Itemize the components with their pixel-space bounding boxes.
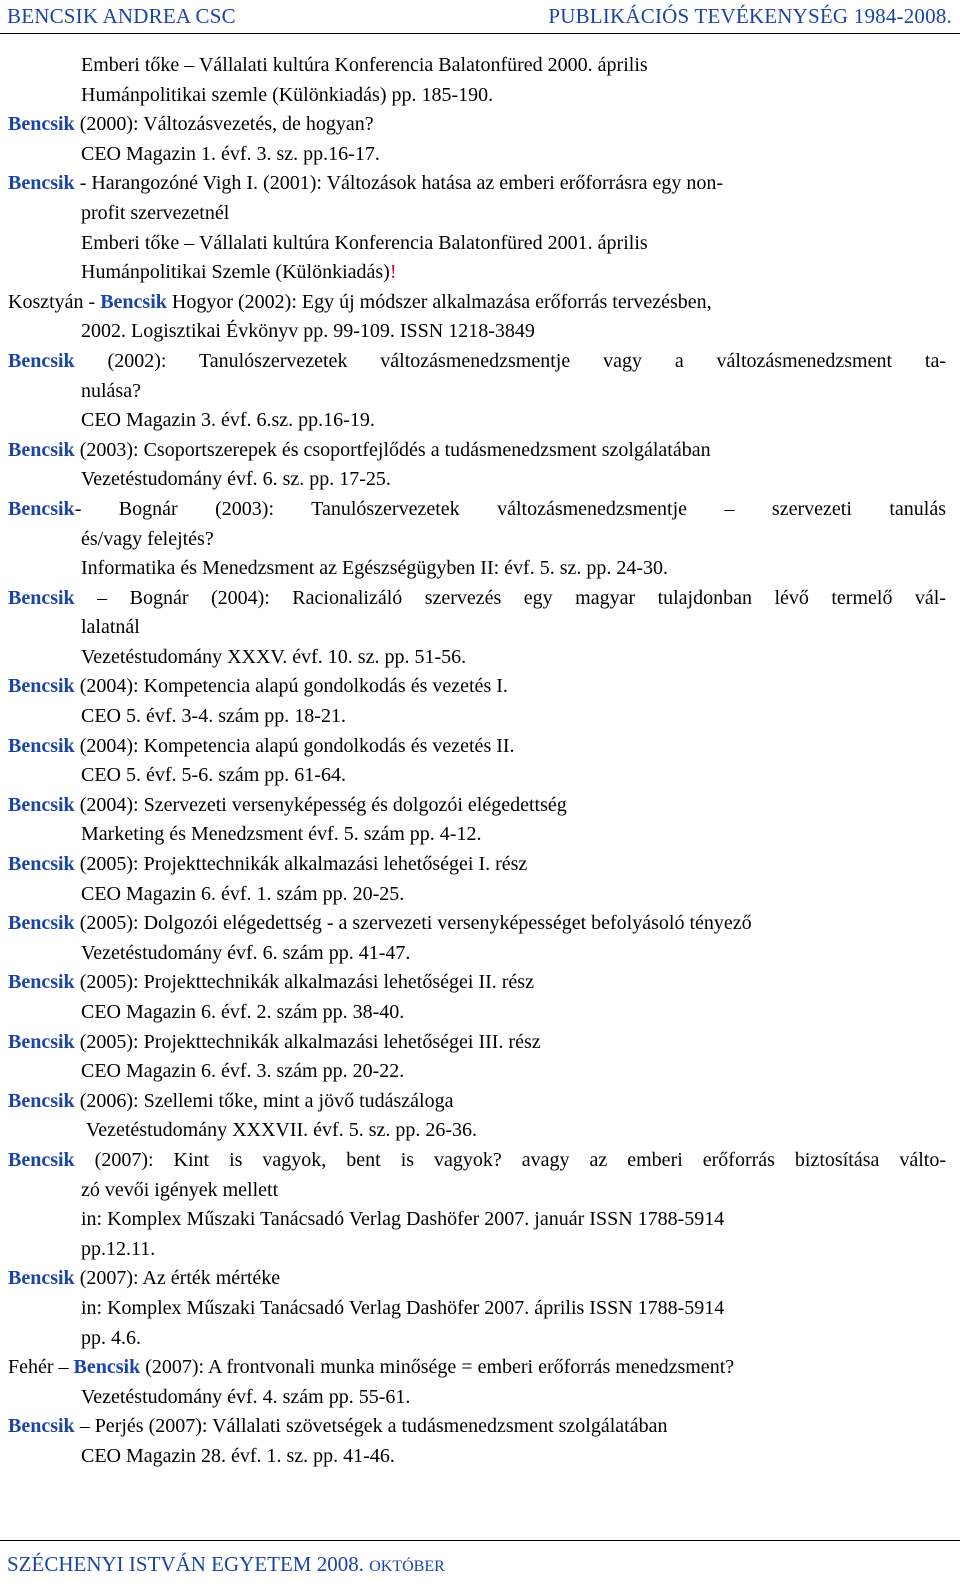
publication-entry xyxy=(0,909,960,968)
publication-title-line xyxy=(0,1028,960,1058)
publication-detail: profit szervezetnél xyxy=(81,201,230,224)
publication-detail: CEO Magazin 6. évf. 3. szám pp. 20-22. xyxy=(81,1060,405,1083)
publication-title: – Bognár (2004): Racionalizáló szervezés egy magyar tulajdonban lévő termelő vál- xyxy=(74,586,946,609)
publication-detail-line xyxy=(0,1176,960,1206)
publication-entry xyxy=(0,347,960,436)
publication-detail: zó vevői igények mellett xyxy=(81,1178,279,1201)
publication-title-line xyxy=(0,169,960,199)
publication-title: (2007): Az érték mértéke xyxy=(74,1267,281,1290)
author-name: Bencsik xyxy=(8,1267,75,1290)
highlight-mark: ! xyxy=(389,261,397,284)
publication-detail-line xyxy=(0,554,960,584)
publication-detail: 2002. Logisztikai Évkönyv pp. 99-109. ISSN 1218-3849 xyxy=(81,320,535,343)
author-name: Bencsik xyxy=(8,349,75,372)
publication-title-line xyxy=(0,791,960,821)
publication-detail-line xyxy=(0,1235,960,1265)
publication-entry xyxy=(0,1264,960,1353)
publication-title-line xyxy=(0,732,960,762)
author-name: Bencsik xyxy=(8,853,75,876)
publication-detail-line xyxy=(0,1116,960,1146)
author-name: Bencsik xyxy=(8,497,75,520)
publication-detail: nulása? xyxy=(81,379,141,402)
publication-detail: Emberi tőke – Vállalati kultúra Konferencia Balatonfüred 2000. április xyxy=(81,54,648,76)
publication-detail-line xyxy=(0,643,960,673)
publication-title: – Perjés (2007): Vállalati szövetségek a tudásmenedzsment szolgálatában xyxy=(74,1415,668,1438)
publication-detail: in: Komplex Műszaki Tanácsadó Verlag Dashöfer 2007. január ISSN 1788-5914 xyxy=(81,1208,725,1231)
author-name: Bencsik xyxy=(8,1148,75,1171)
publication-entry xyxy=(0,732,960,791)
footer-month: OKTÓBER xyxy=(369,1558,445,1575)
publication-detail: CEO Magazin 1. évf. 3. sz. pp.16-17. xyxy=(81,142,380,165)
publication-entry xyxy=(0,791,960,850)
publication-title: (2005): Dolgozói elégedettség - a szervezeti versenyképességet befolyásoló tényező xyxy=(74,912,752,935)
publication-detail-line xyxy=(0,1442,960,1472)
publication-detail: CEO Magazin 6. évf. 1. szám pp. 20-25. xyxy=(81,882,405,905)
publication-entry xyxy=(0,169,960,287)
header-author: BENCSIK ANDREA CSC xyxy=(7,4,236,28)
publication-title-line xyxy=(0,347,946,377)
publication-title-line xyxy=(0,672,960,702)
publication-entry xyxy=(0,436,960,495)
publication-entry xyxy=(0,1412,960,1471)
coauthor: Fehér – xyxy=(8,1356,74,1379)
publication-detail: és/vagy felejtés? xyxy=(81,527,214,550)
page-footer xyxy=(0,1540,960,1587)
publication-detail-line xyxy=(0,525,960,555)
publication-title: Hogyor (2002): Egy új módszer alkalmazása erőforrás tervezésben, xyxy=(166,290,712,313)
publication-detail-line xyxy=(0,1383,960,1413)
publication-detail: pp.12.11. xyxy=(81,1237,156,1260)
publication-entry xyxy=(0,495,960,584)
publication-title-line xyxy=(0,909,960,939)
publication-detail: CEO 5. évf. 3-4. szám pp. 18-21. xyxy=(81,705,346,728)
publication-detail-line xyxy=(0,1057,960,1087)
publication-detail-line xyxy=(0,761,960,791)
footer-text xyxy=(7,1552,445,1577)
publication-entry xyxy=(0,110,960,169)
publication-detail-line xyxy=(0,998,960,1028)
publication-title: (2007): A frontvonali munka minősége = emberi erőforrás menedzsment? xyxy=(140,1356,735,1379)
publication-detail-line xyxy=(0,140,960,170)
publication-detail-line xyxy=(0,1294,960,1324)
author-name: Bencsik xyxy=(8,912,75,935)
publication-entry xyxy=(0,1087,960,1146)
publication-detail-line xyxy=(0,258,960,288)
footer-institution: SZÉCHENYI ISTVÁN EGYETEM 2008. xyxy=(7,1552,364,1576)
coauthor: Kosztyán - xyxy=(8,290,101,313)
publication-entry xyxy=(0,968,960,1027)
publication-entry xyxy=(0,51,960,110)
publication-title: (2000): Változásvezetés, de hogyan? xyxy=(74,113,374,136)
publication-detail: CEO Magazin 3. évf. 6.sz. pp.16-19. xyxy=(81,409,375,432)
publication-detail-line xyxy=(0,377,960,407)
publication-title: (2003): Csoportszerepek és csoportfejlődés a tudásmenedzsment szolgálatában xyxy=(74,438,711,461)
author-name: Bencsik xyxy=(8,734,75,757)
publication-title-line xyxy=(0,495,946,525)
page-header xyxy=(0,0,960,36)
publication-detail-line xyxy=(0,613,960,643)
author-name: Bencsik xyxy=(73,1356,141,1379)
author-name: Bencsik xyxy=(8,1415,75,1438)
publication-detail: Humánpolitikai szemle (Különkiadás) pp. 185-190. xyxy=(81,83,494,106)
publication-title: (2007): Kint is vagyok, bent is vagyok? avagy az emberi erőforrás biztosítása válto- xyxy=(74,1148,946,1171)
publication-detail-line xyxy=(0,880,960,910)
publication-entry xyxy=(0,1146,960,1264)
publication-detail: Informatika és Menedzsment az Egészségügyben II: évf. 5. sz. pp. 24-30. xyxy=(81,557,669,580)
publication-title-line xyxy=(0,850,960,880)
publication-detail: Vezetéstudomány évf. 6. sz. pp. 17-25. xyxy=(81,468,391,491)
publication-detail-line xyxy=(0,465,960,495)
publication-detail-line xyxy=(0,317,960,347)
publication-detail-line xyxy=(0,51,960,81)
publication-detail-line xyxy=(0,229,960,259)
publication-detail-line xyxy=(0,939,960,969)
publication-detail: Vezetéstudomány évf. 4. szám pp. 55-61. xyxy=(81,1385,411,1408)
publication-title-line xyxy=(0,1087,960,1117)
publication-detail-line xyxy=(0,820,960,850)
publication-detail: in: Komplex Műszaki Tanácsadó Verlag Dashöfer 2007. április ISSN 1788-5914 xyxy=(81,1296,725,1319)
publication-title-line xyxy=(0,1412,960,1442)
publication-title: - Harangozóné Vigh I. (2001): Változások hatása az emberi erőforrásra egy non- xyxy=(74,172,724,195)
publication-detail: Emberi tőke – Vállalati kultúra Konferencia Balatonfüred 2001. április xyxy=(81,231,648,254)
publication-title-line xyxy=(0,1264,960,1294)
publication-title-line xyxy=(0,288,960,318)
publication-title-line xyxy=(0,110,960,140)
publication-detail: Marketing és Menedzsment évf. 5. szám pp. 4-12. xyxy=(81,823,482,846)
publication-title-line xyxy=(0,1353,960,1383)
publication-detail: pp. 4.6. xyxy=(81,1326,141,1349)
publication-entry xyxy=(0,1353,960,1412)
author-name: Bencsik xyxy=(8,675,75,698)
publication-detail: CEO 5. évf. 5-6. szám pp. 61-64. xyxy=(81,764,346,787)
publication-detail-line xyxy=(0,1205,960,1235)
publication-detail: CEO Magazin 6. évf. 2. szám pp. 38-40. xyxy=(81,1001,405,1023)
publication-entry xyxy=(0,584,960,673)
publication-detail-line xyxy=(0,406,960,436)
publication-detail-line xyxy=(0,702,960,732)
publication-title-line xyxy=(0,584,946,614)
author-name: Bencsik xyxy=(8,438,75,461)
footer-rule xyxy=(0,1540,960,1541)
author-name: Bencsik xyxy=(8,1089,75,1112)
publication-title-line xyxy=(0,1146,946,1176)
author-name: Bencsik xyxy=(8,971,75,994)
author-name: Bencsik xyxy=(8,172,75,195)
author-name: Bencsik xyxy=(100,290,167,313)
publication-title-line xyxy=(0,968,960,998)
author-name: Bencsik xyxy=(8,793,75,816)
author-name: Bencsik xyxy=(8,1030,75,1053)
publication-entry xyxy=(0,850,960,909)
author-name: Bencsik xyxy=(8,586,75,609)
publication-title: (2004): Kompetencia alapú gondolkodás és vezetés I. xyxy=(74,675,508,698)
publication-title: (2002): Tanulószervezetek változásmenedzsmentje vagy a változásmenedzsment ta- xyxy=(74,349,946,372)
publication-title: (2006): Szellemi tőke, mint a jövő tudászáloga xyxy=(74,1089,454,1112)
publication-title: - Bognár (2003): Tanulószervezetek változásmenedzsmentje – szervezeti tanulás xyxy=(74,497,946,520)
author-name: Bencsik xyxy=(8,113,75,136)
header-rule xyxy=(0,33,960,34)
publication-title: (2005): Projekttechnikák alkalmazási lehetőségei II. rész xyxy=(74,971,534,994)
publication-entry xyxy=(0,288,960,347)
publication-detail-line xyxy=(0,1324,960,1354)
publication-detail-line xyxy=(0,81,960,111)
publication-title: (2005): Projekttechnikák alkalmazási lehetőségei I. rész xyxy=(74,853,528,876)
header-title: PUBLIKÁCIÓS TEVÉKENYSÉG 1984-2008. xyxy=(548,4,952,28)
publication-detail: CEO Magazin 28. évf. 1. sz. pp. 41-46. xyxy=(81,1444,395,1467)
publication-detail: Humánpolitikai Szemle (Különkiadás) xyxy=(81,261,390,284)
publication-detail: Vezetéstudomány évf. 6. szám pp. 41-47. xyxy=(81,941,411,964)
publication-list xyxy=(0,51,960,1472)
publication-title: (2004): Kompetencia alapú gondolkodás és vezetés II. xyxy=(74,734,515,757)
publication-detail-line xyxy=(0,199,960,229)
publication-detail: lalatnál xyxy=(81,616,140,639)
publication-title: (2004): Szervezeti versenyképesség és dolgozói elégedettség xyxy=(74,793,567,816)
publication-detail: Vezetéstudomány XXXVII. évf. 5. sz. pp. 26-36. xyxy=(86,1119,478,1142)
publication-title: (2005): Projekttechnikák alkalmazási lehetőségei III. rész xyxy=(74,1030,541,1053)
publication-entry xyxy=(0,1028,960,1087)
publication-detail: Vezetéstudomány XXXV. évf. 10. sz. pp. 51-56. xyxy=(81,645,467,668)
publication-entry xyxy=(0,672,960,731)
publication-title-line xyxy=(0,436,960,466)
